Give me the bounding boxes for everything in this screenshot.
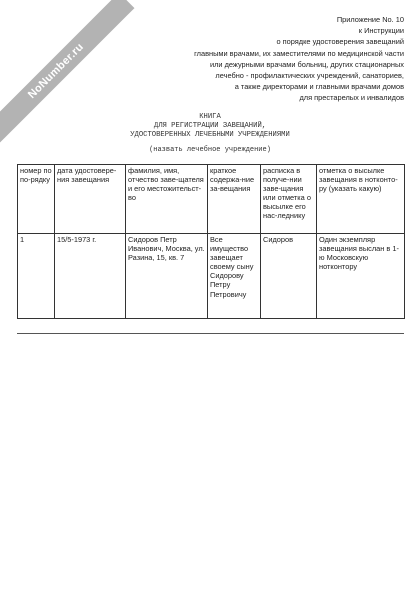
appendix-line: о порядке удостоверения завещаний xyxy=(276,37,404,47)
book-title xyxy=(0,113,420,141)
table-cell: Сидоров Петр Иванович, Москва, ул. Разина, 15, кв. 7 xyxy=(126,234,208,319)
register-table xyxy=(17,164,405,319)
appendix-line: лечебно - профилактических учреждений, санаториев, xyxy=(215,71,404,81)
divider-line xyxy=(17,333,404,334)
header-cell-notary-mark: отметка о высылке завещания в нотконто-ру (указать какую) xyxy=(317,165,405,234)
appendix-line: Приложение No. 10 xyxy=(336,15,404,24)
institution-placeholder: (назвать лечебное учреждение) xyxy=(149,146,271,154)
table-cell: Один экземпляр завещания выслан в 1-ю Московскую нотконтору xyxy=(317,234,405,319)
table-header-row xyxy=(18,165,405,234)
table-cell: 1 xyxy=(18,234,55,319)
table-cell: Сидоров xyxy=(261,234,317,319)
appendix-header xyxy=(84,14,404,104)
header-cell-testator: фамилия, имя, отчество заве-щателя и его местожительст-во xyxy=(126,165,208,234)
table-cell: 15/5-1973 г. xyxy=(55,234,126,319)
table-cell: Все имущество завещает своему сыну Сидорову Петру Петровичу xyxy=(208,234,261,319)
appendix-line: или дежурными врачами больниц, других стационарных xyxy=(209,59,404,69)
book-title-line: ДЛЯ РЕГИСТРАЦИИ ЗАВЕЩАНИЙ, xyxy=(153,122,267,131)
header-cell-date: дата удостовере-ния завещания xyxy=(55,165,126,234)
watermark: NoNumber.ru xyxy=(0,0,134,149)
book-title-line: КНИГА xyxy=(199,113,221,121)
table-row xyxy=(18,234,405,319)
appendix-line: к Инструкции xyxy=(358,26,404,36)
book-title-line: УДОСТОВЕРЕННЫХ ЛЕЧЕБНЫМИ УЧРЕЖДЕНИЯМИ xyxy=(130,131,290,140)
appendix-line: а также директорами и главными врачами домов xyxy=(234,82,404,92)
header-cell-number: номер по по-рядку xyxy=(18,165,55,234)
header-cell-receipt: расписка в получе-нии заве-щания или отметка о высылке его нас-леднику xyxy=(261,165,317,234)
appendix-line: главными врачами, их заместителями по медицинской части xyxy=(194,48,404,58)
header-cell-summary: краткое содержа-ние за-вещания xyxy=(208,165,261,234)
appendix-line: для престарелых и инвалидов xyxy=(299,93,404,103)
